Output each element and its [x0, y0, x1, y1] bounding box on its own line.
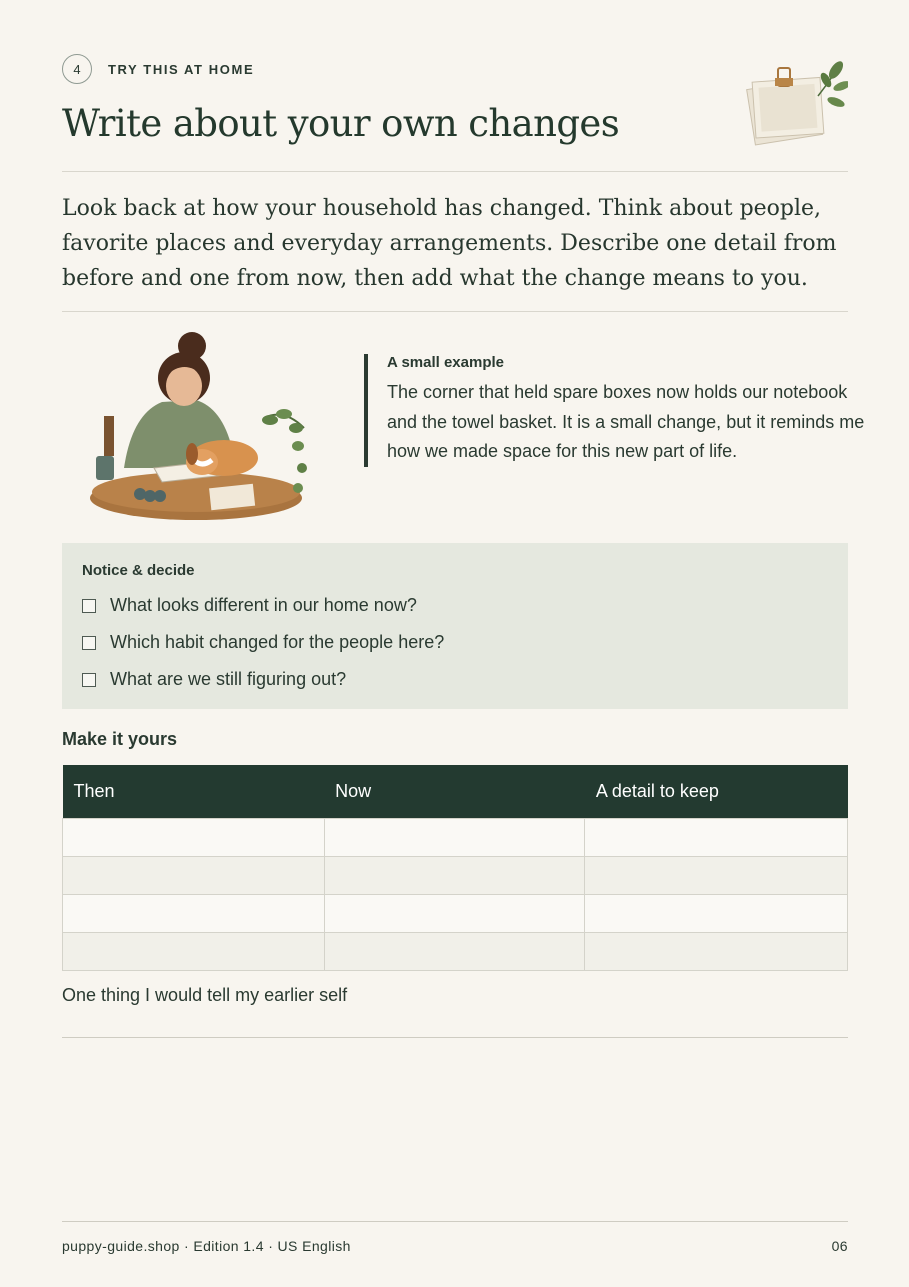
table-row: [63, 894, 848, 932]
notice-label: Notice & decide: [82, 562, 195, 579]
example-label: A small example: [387, 354, 505, 371]
checklist-item[interactable]: [82, 632, 444, 653]
table-row: [63, 856, 848, 894]
table-cell[interactable]: [324, 932, 585, 970]
reflection-prompt: One thing I would tell my earlier self: [62, 985, 348, 1005]
page-number: 06: [831, 1238, 848, 1254]
step-number-badge: 4: [62, 54, 92, 84]
checklist-item-text: What looks different in our home now?: [110, 595, 417, 615]
column-header-then: Then: [63, 765, 325, 818]
checkbox[interactable]: [82, 636, 96, 650]
column-header-now: Now: [324, 765, 585, 818]
worksheet-heading: Make it yours: [62, 729, 178, 749]
table-row: [63, 818, 848, 856]
table-cell[interactable]: [63, 818, 325, 856]
example-quote: [364, 354, 867, 467]
column-header-detail: A detail to keep: [585, 765, 848, 818]
table-cell[interactable]: [63, 856, 325, 894]
table-cell[interactable]: [585, 856, 848, 894]
intro-divider: [62, 311, 848, 312]
woman-writing-with-puppy-illustration: [84, 328, 314, 526]
table-cell[interactable]: [585, 818, 848, 856]
table-row: [63, 932, 848, 970]
example-text: The corner that held spare boxes now holds our notebook and the towel basket. It is a small change, but it reminds me how we made space for this new part of life.: [387, 382, 865, 461]
table-cell[interactable]: [324, 894, 585, 932]
footer-divider: [62, 1221, 848, 1222]
clipped-photo-icon: [740, 56, 848, 150]
checklist-item[interactable]: [82, 595, 417, 616]
checklist-item[interactable]: [82, 669, 346, 690]
checkbox[interactable]: [82, 599, 96, 613]
page-title: Write about your own changes: [62, 102, 620, 145]
worksheet-table: [62, 765, 848, 971]
checklist-item-text: Which habit changed for the people here?: [110, 632, 445, 652]
title-divider: [62, 171, 848, 172]
table-cell[interactable]: [63, 894, 325, 932]
checklist-item-text: What are we still figuring out?: [110, 669, 347, 689]
table-cell[interactable]: [63, 932, 325, 970]
table-cell[interactable]: [324, 818, 585, 856]
table-cell[interactable]: [585, 932, 848, 970]
table-cell[interactable]: [585, 894, 848, 932]
notice-panel: [62, 543, 848, 709]
footer-source: puppy-guide.shop · Edition 1.4 · US English: [62, 1238, 351, 1254]
reflection-writing-line[interactable]: [62, 1037, 848, 1038]
footer: [62, 1238, 848, 1254]
table-header-row: [63, 765, 848, 818]
worksheet-page: [62, 0, 865, 1287]
intro-paragraph: Look back at how your household has changed. Think about people, favorite places and everyday arrangements. Describe one detail from before and one from now, then add what the change means to you.: [62, 196, 837, 291]
eyebrow-label: TRY THIS AT HOME: [108, 61, 255, 77]
step-header: [62, 54, 254, 84]
table-cell[interactable]: [324, 856, 585, 894]
checkbox[interactable]: [82, 673, 96, 687]
